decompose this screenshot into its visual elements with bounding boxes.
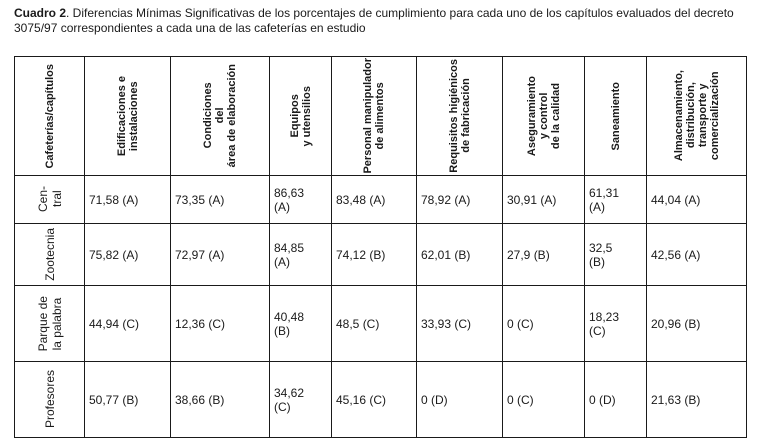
table-cell: 86,63 (A): [270, 176, 332, 224]
header-cafeterias: Cafeterías/capítulos: [15, 57, 85, 176]
table-cell: 74,12 (B): [332, 224, 417, 286]
table-cell: 73,35 (A): [171, 176, 270, 224]
table-row-profesores: [15, 362, 747, 438]
table-cell: 0 (C): [503, 362, 585, 438]
table-cell: 34,62 (C): [270, 362, 332, 438]
header-condiciones: Condiciones del área de elaboración: [171, 57, 270, 176]
table-row-parque: [15, 286, 747, 362]
table-row-zootecnia: [15, 224, 747, 286]
table-cell: 33,93 (C): [417, 286, 503, 362]
table-cell: 44,94 (C): [85, 286, 171, 362]
table-cell: 0 (C): [503, 286, 585, 362]
row-label: Profesores: [15, 362, 85, 438]
table-cell: 40,48 (B): [270, 286, 332, 362]
header-saneamiento: Saneamiento: [585, 57, 647, 176]
table-cell: 50,77 (B): [85, 362, 171, 438]
table-cell: 61,31 (A): [585, 176, 647, 224]
caption-text: . Diferencias Mínimas Significativas de los porcentajes de cumplimiento para cada uno de los capítulos evaluados del decreto 3075/97 correspondientes a cada una de las cafeterías en estudio: [14, 6, 734, 35]
table-cell: 75,82 (A): [85, 224, 171, 286]
data-table: [14, 56, 747, 438]
table-cell: 84,85 (A): [270, 224, 332, 286]
header-personal: Personal manipulador de alimentos: [332, 57, 417, 176]
header-aseguramiento: Aseguramiento y control de la calidad: [503, 57, 585, 176]
row-label: Cen- tral: [15, 176, 85, 224]
table-cell: 12,36 (C): [171, 286, 270, 362]
row-label: Parque de la palabra: [15, 286, 85, 362]
table-cell: 0 (D): [417, 362, 503, 438]
table-cell: 30,91 (A): [503, 176, 585, 224]
table-caption: [14, 6, 754, 36]
header-equipos: Equipos y utensilios: [270, 57, 332, 176]
table-cell: 78,92 (A): [417, 176, 503, 224]
row-label: Zootecnia: [15, 224, 85, 286]
table-cell: 27,9 (B): [503, 224, 585, 286]
table-cell: 18,23 (C): [585, 286, 647, 362]
table-cell: 42,56 (A): [647, 224, 747, 286]
table-cell: 83,48 (A): [332, 176, 417, 224]
table-cell: 62,01 (B): [417, 224, 503, 286]
table-cell: 48,5 (C): [332, 286, 417, 362]
header-edificaciones: Edificaciones e instalaciones: [85, 57, 171, 176]
table-cell: 21,63 (B): [647, 362, 747, 438]
header-almacenamiento: Almacenamiento, distribución, transporte y comercialización: [647, 57, 747, 176]
caption-label: Cuadro 2: [14, 6, 67, 20]
table-cell: 44,04 (A): [647, 176, 747, 224]
table-cell: 20,96 (B): [647, 286, 747, 362]
table-cell: 72,97 (A): [171, 224, 270, 286]
table-cell: 0 (D): [585, 362, 647, 438]
table-cell: 45,16 (C): [332, 362, 417, 438]
header-row: [15, 57, 747, 176]
table-cell: 38,66 (B): [171, 362, 270, 438]
table-cell: 32,5 (B): [585, 224, 647, 286]
table-row-central: [15, 176, 747, 224]
table-cell: 71,58 (A): [85, 176, 171, 224]
header-requisitos: Requisitos higiénicos de fabricación: [417, 57, 503, 176]
